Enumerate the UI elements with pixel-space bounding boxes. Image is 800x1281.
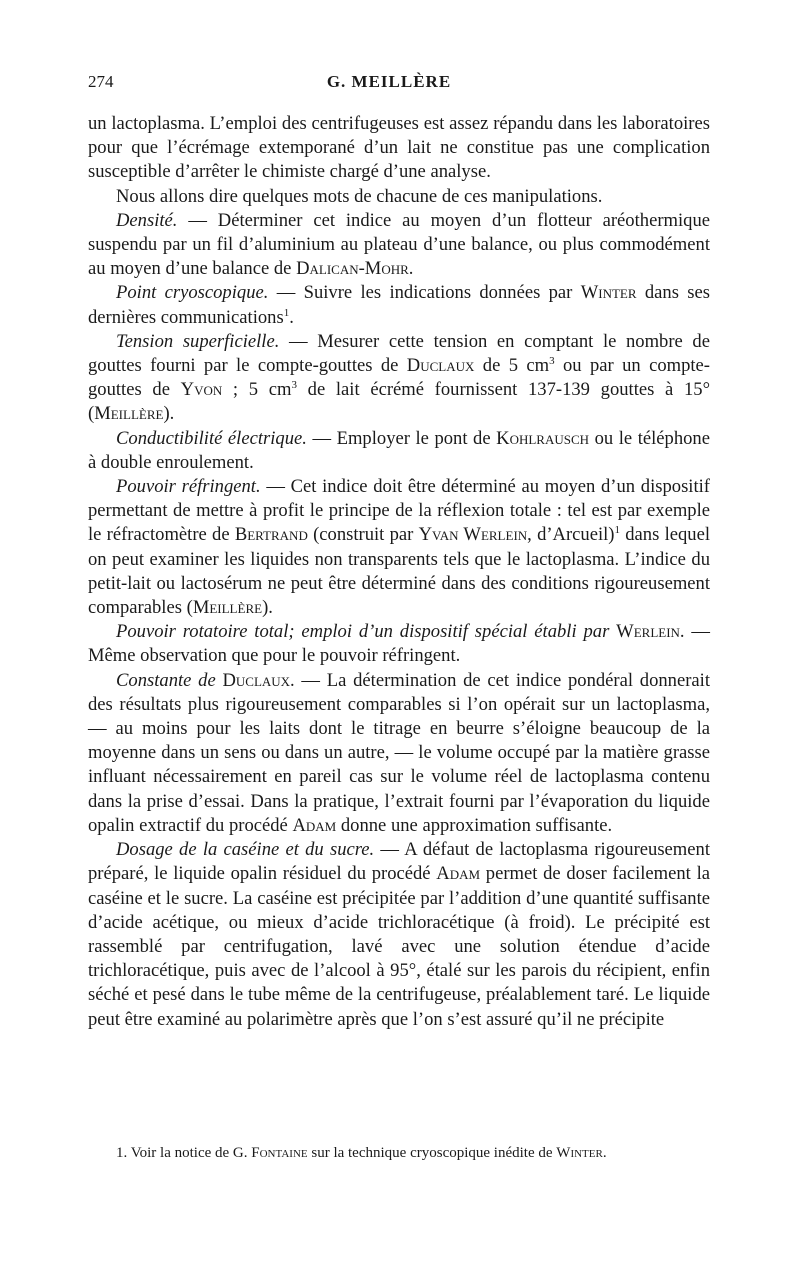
page-number: 274 bbox=[88, 72, 114, 91]
superscript: 3 bbox=[291, 379, 297, 392]
paragraph-text: un lactoplasma. L’emploi des centrifugeuses est assez répandu dans les laboratoires pour que l’écrémage extemporané d’un lait ne constitue pas une complication susceptible d’arrêter le chimiste chargé d’une analyse. bbox=[88, 113, 710, 183]
text-run: . bbox=[289, 306, 294, 328]
section-heading: Pouvoir rotatoire total; emploi d’un dispositif spécial établi par bbox=[116, 621, 610, 643]
author-name: Adam bbox=[292, 814, 337, 836]
author-name: Duclaux bbox=[406, 355, 475, 377]
text-run: Voir la notice de G. bbox=[127, 1145, 252, 1161]
author-name: Duclaux bbox=[222, 669, 291, 691]
paragraph-intro bbox=[88, 185, 710, 209]
author-name: Meillère bbox=[94, 403, 164, 425]
text-run: ). bbox=[163, 403, 175, 425]
text-run: . bbox=[602, 1145, 607, 1161]
paragraph-pouvoir-refringent bbox=[88, 475, 710, 620]
section-heading: Densité. bbox=[116, 209, 178, 231]
text-run: donne une approximation suffisante. bbox=[336, 814, 613, 836]
author-name: Dalican-Mohr bbox=[296, 258, 409, 280]
author-name: Bertrand bbox=[234, 524, 308, 546]
author-name: Werlein bbox=[616, 621, 680, 643]
text-run: ou par un compte-gouttes de bbox=[88, 355, 710, 401]
text-run: — Employer le pont de bbox=[306, 427, 497, 449]
paragraph-conductibilite bbox=[88, 427, 710, 475]
text-run: dans lequel on peut examiner les liquides non transparents tels que le lactoplasma. L’indice du petit-lait ou lactosérum ne peut être déterminé dans des conditions rigoureusement comparables ( bbox=[88, 524, 710, 619]
paragraph-continuation bbox=[88, 112, 710, 185]
text-run: — Mesurer cette tension en comptant le nombre de gouttes fourni par le compte-gouttes de bbox=[88, 330, 710, 377]
section-heading: Dosage de la caséine et du sucre. bbox=[116, 839, 375, 861]
text-run: (construit par bbox=[307, 524, 419, 546]
author-name: Yvon bbox=[180, 379, 223, 401]
author-name: Yvan Werlein bbox=[418, 524, 528, 546]
author-name: Kohlrausch bbox=[496, 427, 590, 449]
author-name: Winter bbox=[580, 282, 637, 304]
paragraph-pouvoir-rotatoire bbox=[88, 620, 710, 668]
text-run: — Suivre les indications données par bbox=[268, 282, 581, 304]
text-run: . — La détermination de cet indice pondéral donnerait des résultats plus rigoureusement comparables si l’on opérait sur un lactoplasma, — au moins pour les laits dont le titrage en beurre s’éloigne beaucoup de la moyenne dans un sens ou dans un autre, — le volume occupé par la matière grasse influant nécessairement en pareil cas sur le volume réel de lactoplasma contenu dans la prise d’essai. Dans la pratique, l’extrait fourni par l’évaporation du liquide opalin extractif du procédé bbox=[88, 669, 710, 836]
book-page bbox=[88, 72, 710, 1032]
text-run: — A défaut de lactoplasma rigoureusement préparé, le liquide opalin résiduel du procédé bbox=[88, 839, 710, 885]
paragraph-densite bbox=[88, 209, 710, 282]
text-run: de lait écrémé fournissent 137-139 gouttes à 15° ( bbox=[88, 379, 711, 425]
author-name: Adam bbox=[436, 863, 481, 885]
section-heading: Tension superficielle. bbox=[116, 330, 280, 352]
footnote-number: 1. bbox=[116, 1145, 128, 1161]
paragraph-point-cryoscopique bbox=[88, 281, 710, 329]
text-run: — Déterminer cet indice au moyen d’un flotteur aréothermique suspendu par un fil d’aluminium au plateau d’une balance, ou plus commodément au moyen d’une balance de bbox=[88, 209, 710, 280]
text-run: dans ses dernières communications bbox=[88, 282, 710, 328]
running-head: G. MEILLÈRE bbox=[326, 72, 452, 91]
text-run: permet de doser facilement la caséine et le sucre. La caséine est précipitée par l’addition d’une quantité suffisante d’acide acétique, ou mieux d’acide trichloracétique (à froid). Le précipité est rassemblé par centrifugation, lavé avec une solution étendue d’acide trichloracétique, puis avec de l’alcool à 95°, étalé sur les parois du récipient, enfin séché et pesé dans le tube même de la centrifugeuse, préalablement taré. Le liquide peut être examiné au polarimètre après que l’on s’est assuré qu’il ne précipite bbox=[88, 863, 710, 1030]
page-header bbox=[88, 72, 710, 112]
section-heading: Point cryoscopique. bbox=[116, 282, 269, 304]
text-run: ; 5 cm bbox=[222, 379, 292, 401]
author-name: Meillère bbox=[192, 597, 263, 619]
text-run: . bbox=[408, 258, 414, 280]
text-run: — Cet indice doit être déterminé au moyen d’un dispositif permettant de mettre à profit le principe de la réflexion totale : tel est par exemple le réfractomètre de bbox=[88, 476, 710, 546]
paragraph-tension-superficielle bbox=[88, 330, 710, 427]
author-name: Fontaine bbox=[251, 1145, 308, 1161]
body-text bbox=[88, 112, 710, 1032]
text-run: ou le téléphone à double enroulement. bbox=[88, 427, 710, 473]
footnote-ref: 1 bbox=[283, 306, 290, 319]
text-run: . — Même observation que pour le pouvoir réfringent. bbox=[88, 621, 710, 667]
paragraph-text: Nous allons dire quelques mots de chacune de ces manipulations. bbox=[116, 185, 603, 207]
text-run: , d’Arcueil) bbox=[527, 524, 615, 546]
paragraph-dosage bbox=[88, 838, 710, 1032]
section-heading: Pouvoir réfringent. bbox=[116, 476, 261, 498]
paragraph-constante-duclaux bbox=[88, 669, 710, 838]
superscript: 3 bbox=[549, 354, 555, 367]
text-run: sur la technique cryoscopique inédite de bbox=[307, 1145, 557, 1161]
section-heading: Conductibilité électrique. bbox=[116, 427, 307, 449]
footnote-ref: 1 bbox=[614, 524, 620, 537]
section-heading: Constante de bbox=[116, 669, 216, 691]
text-run: de 5 cm bbox=[474, 355, 550, 377]
author-name: Winter bbox=[556, 1145, 603, 1161]
footnote bbox=[88, 1143, 710, 1163]
text-run: ). bbox=[262, 597, 273, 619]
